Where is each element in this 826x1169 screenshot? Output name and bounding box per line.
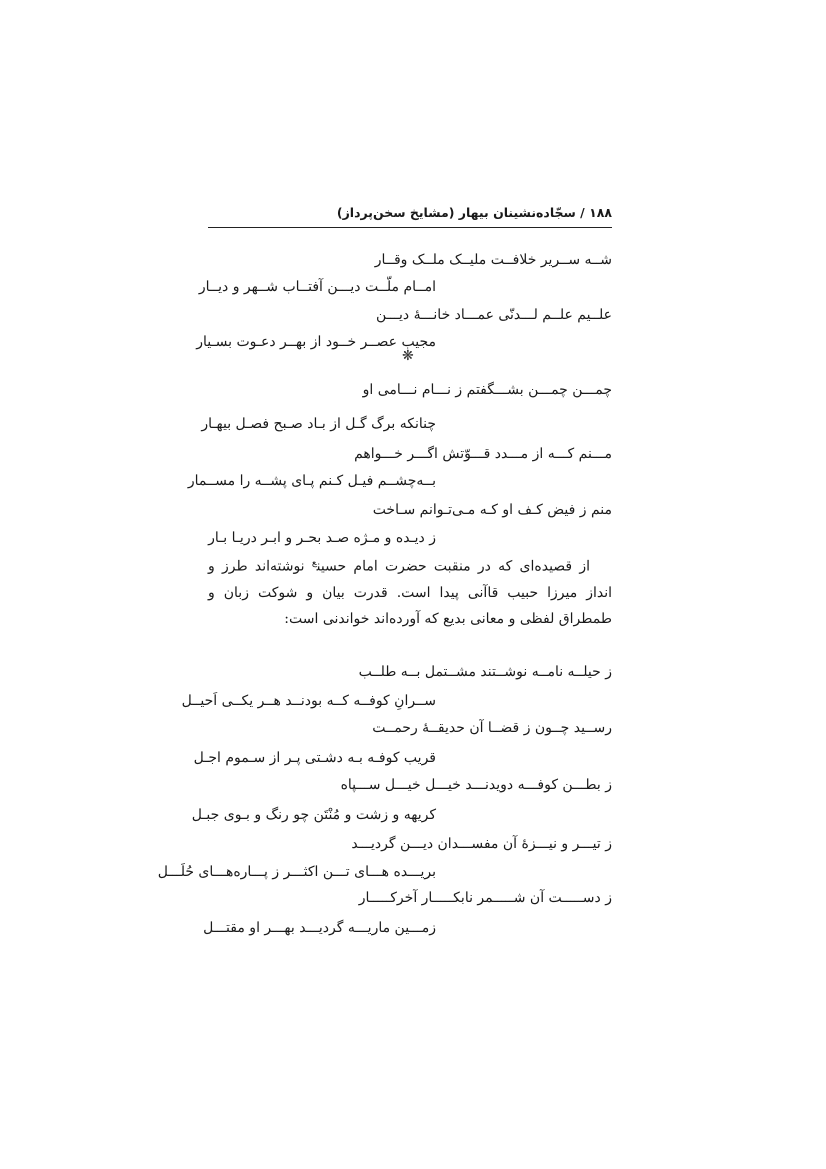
header-rule: [208, 227, 612, 228]
prose-text: از قصیده‌ای که در منقبت حضرت امام حسین: [316, 558, 591, 575]
verse-line: قریب کوفـه بـه دشـتی پـر از سـموم اجـل: [193, 750, 436, 766]
verse-line: ز حیلــه نامــه نوشــتند مشــتمل بــه طلــب: [358, 664, 612, 680]
verse-line: چنانکه برگ گـل از بـاد صـبح فصـل بیهـار: [201, 416, 436, 432]
prose-text: نوشته‌اند طرز و انداز میرزا حبیب قاآنی پیدا است. قدرت بیان و شوکت زبان و طمطراق لفظی و معانی بدیع که آورده‌اند خواندنی است:: [208, 558, 612, 627]
verse-line: مـــنم کـــه از مـــدد قـــوّتش اگـــر خـــواهم: [354, 446, 612, 462]
verse-line: ز دیـده و مـژه صـد بحـر و ابـر دریـا بـار: [208, 530, 436, 546]
verse-line: ز تیـــر و نیـــزهٔ آن مفســـدان دیـــن گردیـــد: [351, 836, 612, 852]
running-header: ۱۸۸ / سجّاده‌نشینان بیهار (مشایخ سخن‌پرداز): [336, 205, 612, 220]
verse-line: بریـــده هـــای تـــن اکثـــر ز پـــاره‌هـــای حُلَـــل: [157, 864, 436, 880]
verse-line: ســرانِ کوفــه کــه بودنــد هــر یکــی اَحیــل: [181, 693, 436, 709]
verse-line: زمـــین ماریـــه گردیـــد بهـــر او مقتـــل: [203, 920, 436, 936]
verse-line: منم ز فیض کـف او کـه مـی‌تـوانم سـاخت: [372, 502, 612, 518]
verse-line: چمـــن چمـــن بشـــگفتم ز نـــام نـــامی او: [362, 382, 612, 398]
verse-line: بــه‌چشــم فیـل کـنم پـای پشــه را مســمار: [187, 473, 436, 489]
verse-line: کریهه و زشت و مُنْتَن چو رنگ و بـوی جبـل: [191, 807, 436, 823]
honorific-superscript: ع: [311, 558, 317, 568]
verse-line: مجیب عصــر خــود از بهــر دعـوت بسـیار: [196, 334, 436, 350]
verse-line: علــیم علــم لـــدنّی عمـــاد خانـــهٔ دیـــن: [376, 307, 612, 323]
verse-line: ز دســـــت آن شـــــمر نابکـــــار آخرکـــــار: [358, 890, 612, 906]
verse-line: شــه ســریر خلافــت ملیــک ملــک وقــار: [374, 252, 612, 268]
prose-paragraph: [208, 550, 612, 632]
verse-line: امــام ملّــت دیـــن آفتــاب شــهر و دیــار: [198, 279, 436, 295]
section-separator-icon: ❋: [402, 348, 414, 364]
verse-line: رســید چــون ز قضــا آن حدیقــهٔ رحمــت: [372, 720, 612, 736]
verse-line: ز بطـــن کوفـــه دویدنـــد خیـــل خیـــل ســـپاه: [340, 777, 612, 793]
